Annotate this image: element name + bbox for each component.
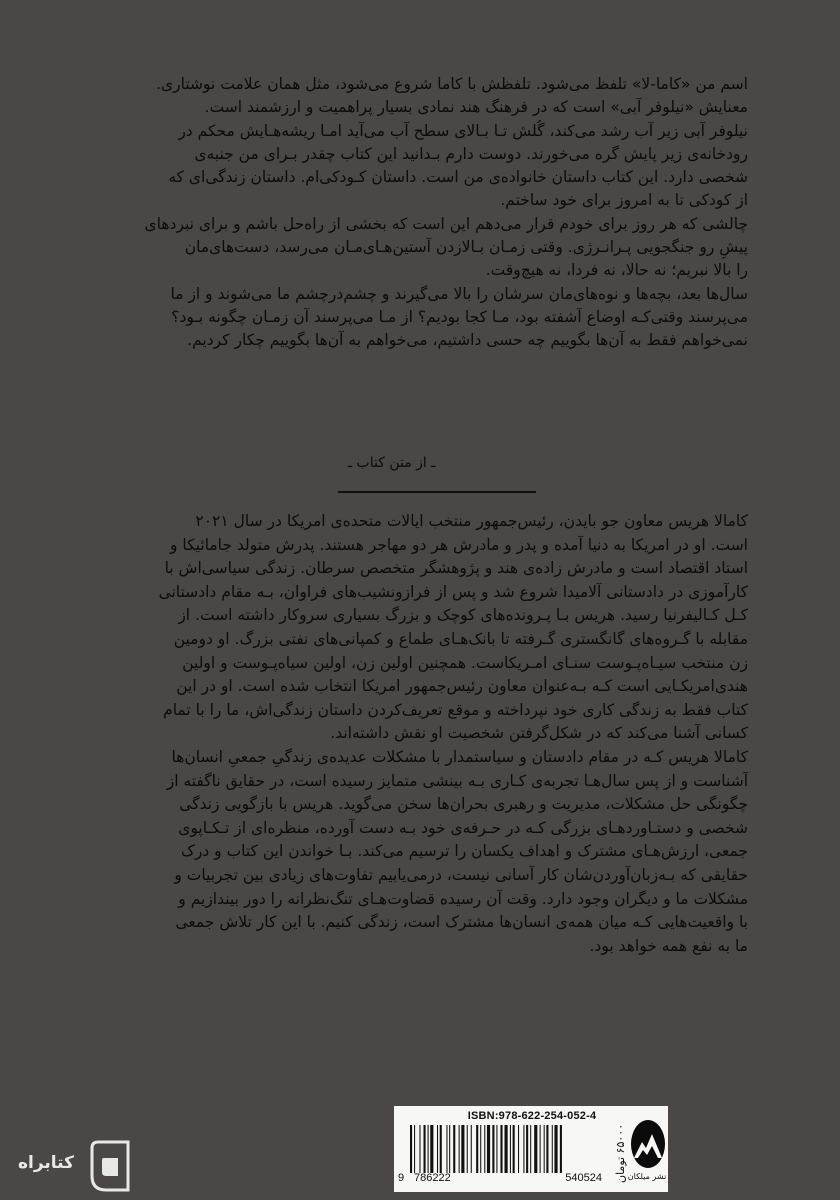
bio-line: حقایقی که بـه‌زبان‌آوردن‌شان کار آسانی نیست، درمی‌یابیم تفاوت‌های زیادی بین تجربیات و [174, 865, 748, 884]
barcode-bar [471, 1125, 472, 1173]
barcode-bar [467, 1125, 468, 1173]
barcode-bar [484, 1125, 485, 1173]
bio-line: کارآموزی در دادستانی آلامیدا شروع شد و پس از فرازونشیب‌های فراوان، بـه مقام دادستانی [158, 582, 748, 601]
barcode-bar [459, 1125, 460, 1173]
barcode-bar [480, 1125, 481, 1173]
excerpt-line: از کودکی تا به امروز برای خود ساختم. [500, 191, 748, 210]
bio-line: مشکلات ما و دیگران وجود دارد. وقت آن رسیده قضاوت‌هـای تنگ‌نظرانه را دور بیندازیم و [178, 889, 748, 908]
excerpt-line: نمی‌خواهم فقط به آن‌ها بگوییم چه حسی داشتیم، می‌خواهم به آن‌ها بگوییم چکار کردیم. [187, 331, 748, 350]
bio-line: کامالا هریس معاون جو بایدن، رئیس‌جمهور منتخب ایالات متحده‌ی امریکا در سال ۲۰۲۱ [195, 512, 748, 530]
bio-line: آشناست و از پس سال‌هـا تجربه‌ی کـاری بـه بینشی متمایز رسیده است، در حقایق ناگفته از [166, 771, 748, 790]
excerpt-line: سال‌ها بعد، بچه‌ها و نوه‌های‌مان سرشان را بالا می‌گیرند و چشم‌درچشم ما می‌شوند و از ما [170, 284, 748, 303]
bio-line: استاد اقتصاد است و مادرش زاده‌ی هند و پژوهشگر متخصص سرطان. زندگی سیاسی‌اش با [164, 559, 748, 578]
barcode-bar [544, 1125, 545, 1173]
barcode-bar [552, 1125, 553, 1173]
bio-line: جمعی، ارزش‌هـای مشترک و اهداف یکسان را ترسیم می‌کند. بـا خواندن این کتاب و درک [180, 842, 748, 861]
barcode-bar [487, 1125, 490, 1173]
barcode-bar [419, 1125, 420, 1173]
barcode-bar [560, 1125, 562, 1173]
barcode-bar [513, 1125, 515, 1173]
barcode-bar [440, 1125, 442, 1173]
bio-line: ما به نفع همه خواهد بود. [589, 936, 748, 955]
excerpt-line: نیلوفر آبی زیر آب رشد می‌کند، گُلش تـا بـالای سطح آب می‌آید امـا ریشه‌هـایش محکم در [178, 121, 748, 140]
barcode-bar [424, 1125, 426, 1173]
excerpt-line: می‌پرسند وقتی‌کـه اوضاع آشفته بود، مـا کجا بودیم؟ از مـا می‌پرسند آن زمـان چگونه بـود؟ [171, 307, 748, 326]
barcode-bars [410, 1125, 606, 1173]
excerpt-source: ـ از متن کتاب ـ [348, 455, 436, 471]
barcode-bar [540, 1125, 541, 1173]
excerpt-line: رودخانه‌ی زیر پایش گره می‌خورند. دوست دارم بـدانید این کتاب چقدر بـرای من جنبه‌ی [194, 144, 748, 163]
barcode-bar [554, 1125, 557, 1173]
price-label: ۶۵۰۰۰ تومان [614, 1123, 627, 1183]
barcode-bar [510, 1125, 511, 1173]
watermark-text: کتابراه [17, 1153, 74, 1173]
excerpt-line: شخصی دارد. این کتاب داستان خانواده‌ی من است. داستان کـودکی‌ام. داستان زندگی‌ای که [168, 168, 748, 187]
barcode-bar [461, 1125, 464, 1173]
publisher-name: نشر میلکان [627, 1172, 667, 1181]
barcode-bar [523, 1125, 524, 1173]
barcode-bar [500, 1125, 502, 1173]
book-excerpt [134, 73, 748, 353]
barcode-bar [530, 1125, 531, 1173]
barcode-bar [492, 1125, 494, 1173]
barcode-bar [449, 1125, 450, 1173]
barcode-bar [518, 1125, 519, 1173]
bio-line: زن منتخب سیـاه‌پـوست سنـای امـریکاست. همچنین اولین زن، اولین سیاه‌پـوست و اولین [182, 653, 748, 672]
barcode-bar [526, 1125, 528, 1173]
bio-line: چگونگی حل مشکلات، مدیریت و رهبری بحران‌ها سخن می‌گوید. هریس با بازگویی زندگی [179, 795, 748, 814]
barcode-bar [534, 1125, 537, 1173]
excerpt-line: معنایش «نیلوفر آبی» است که در فرهنگ هند نمادی بسیار پراهمیت و ارزشمند است. [204, 98, 748, 117]
bio-line: شخصی و دستـاوردهـای بزرگی کـه در حـرفه‌ی خود بـه دست آورده، منظره‌ای از تـکـاپوی [178, 818, 748, 837]
bio-line: است. او در امریکا به دنیا آمده و پدر و مادرش هر دو مهاجر هستند. پدرش متولد جامائیکا و [169, 535, 748, 554]
bio-line: مقابله با گـروه‌های گانگستری گـرفته تا بانک‌هـای طماع و کمپانی‌های نفتی بزرگ. او دومین [173, 629, 748, 648]
bio-line: کسانی آشنا می‌کند که در شکل‌گرفتن شخصیت او نقش داشته‌اند. [330, 724, 748, 743]
section-divider [338, 491, 536, 493]
bio-line: کامالا هریس کـه در مقام دادستان و سیاستمدار با مشکلات عدیده‌ی زندگیِ جمعیِ انسان‌ها [171, 747, 748, 766]
bio-line: کـل کـالیفرنیا رسید. هریس بـا پـرونده‌های کوچک و بزرگ بسیاری سروکار داشته است. از [178, 606, 748, 625]
barcode-bar [410, 1125, 412, 1173]
barcode-bar [437, 1125, 438, 1173]
excerpt-line: را بالا نبریم؛ نه حالا، نه فردا، نه هیچ‌وقت. [485, 261, 748, 280]
barcode-bar [446, 1125, 447, 1173]
excerpt-line: پیشِ رو جنگجویی پـرانـرژی. وقتی زمـان بـالازدن آستین‌هـای‌مـان می‌رسد، دست‌های‌مان [184, 238, 748, 257]
barcode-bar [453, 1125, 455, 1173]
barcode-bar [414, 1125, 415, 1173]
excerpt-line: اسم من «کاما-لا» تلفظ می‌شود. تلفظش با کاما شروع می‌شود، مثل همان علامت نوشتاری. [156, 75, 748, 93]
barcode-bar [505, 1125, 508, 1173]
bio-line: با واقعیت‌هایی کـه میان همه‌ی انسان‌ها مشترک است، زندگی کنیم. با این کار تلاش جمعی [175, 913, 748, 932]
barcode-digits-left: 786222 [414, 1172, 451, 1184]
barcode-bar [476, 1125, 478, 1173]
barcode-bar [546, 1125, 548, 1173]
barcode-bar [496, 1125, 497, 1173]
barcode-prefix-digit: 9 [398, 1172, 405, 1184]
author-bio [134, 510, 748, 958]
barcode-digits [408, 1172, 608, 1184]
bio-line: هندی‌امریکـایی است کـه بـه‌عنوان معاون رئیس‌جمهور امریکا انتخاب شده است. او در این [176, 677, 748, 696]
excerpt-line: چالشی که هر روز برای خودم قرار می‌دهم این است که بخشی از راه‌حل باشم و برای نبردهای [144, 214, 748, 233]
barcode-digits-right: 540524 [565, 1172, 602, 1184]
barcode-bar [428, 1125, 429, 1173]
isbn-label: ISBN:978-622-254-052-4 [467, 1110, 597, 1122]
bio-line: کتاب فقط به زندگی کاری خود نپرداخته و موقع تعریف‌کردن داستان زندگی‌اش، ما را با تمام [163, 700, 748, 719]
barcode-bar [430, 1125, 433, 1173]
